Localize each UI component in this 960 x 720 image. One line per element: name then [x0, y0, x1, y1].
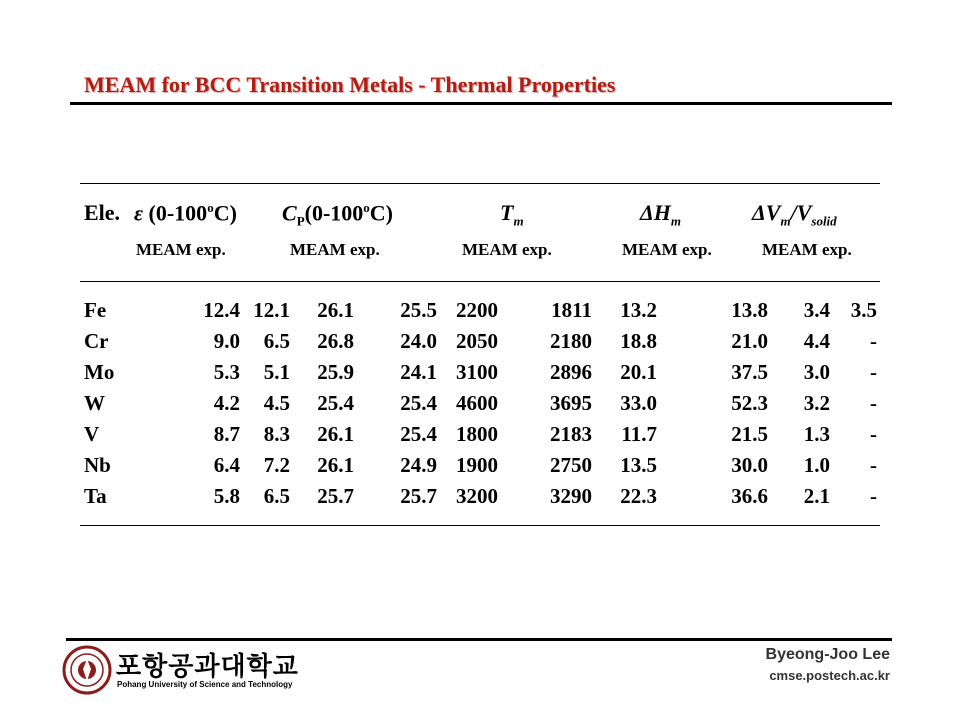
cell-vm-exp: -	[870, 484, 877, 508]
cell-cp-exp: 24.9	[400, 453, 437, 477]
cell-tm-meam: 1800	[456, 422, 498, 446]
cell-hm-exp: 37.5	[731, 360, 768, 384]
cell-element: Nb	[84, 453, 111, 477]
cell-vm-meam: 3.4	[803, 298, 830, 322]
cell-eps-meam: 12.4	[203, 298, 240, 322]
cell-eps-exp: 12.1	[253, 298, 290, 322]
cell-cp-meam: 26.8	[317, 329, 354, 353]
cell-eps-meam: 5.3	[213, 360, 240, 384]
cell-vm-exp: 3.5	[850, 298, 877, 322]
author-name: Byeong-Joo Lee	[765, 646, 890, 663]
cell-vm-exp: -	[870, 391, 877, 415]
cell-element: Ta	[84, 484, 107, 508]
cell-tm-meam: 2050	[456, 329, 498, 353]
subheader-tm: MEAM exp.	[462, 240, 552, 259]
cell-vm-meam: 1.3	[803, 422, 830, 446]
cell-tm-exp: 2750	[550, 453, 592, 477]
cell-element: W	[84, 391, 105, 415]
cell-eps-meam: 8.7	[213, 422, 240, 446]
university-name-english: Pohang University of Science and Technology	[117, 680, 293, 689]
cell-vm-meam: 3.0	[803, 360, 830, 384]
cell-vm-exp: -	[870, 360, 877, 384]
cell-vm-meam: 3.2	[803, 391, 830, 415]
cell-eps-meam: 4.2	[213, 391, 240, 415]
table-row	[80, 391, 880, 421]
cell-eps-exp: 6.5	[263, 329, 290, 353]
cell-cp-exp: 25.4	[400, 391, 437, 415]
cell-hm-exp: 13.8	[731, 298, 768, 322]
cell-vm-meam: 2.1	[803, 484, 830, 508]
cell-tm-meam: 4600	[456, 391, 498, 415]
header-vm: $\Delta V_m/V_{solid}$	[752, 200, 837, 229]
cell-cp-exp: 24.1	[400, 360, 437, 384]
cell-hm-exp: 30.0	[731, 453, 768, 477]
cell-element: V	[84, 422, 100, 446]
header-ele: Ele.	[84, 200, 121, 225]
header-cp: $C_P(0-100^oC)$	[282, 200, 394, 229]
cell-hm-exp: 52.3	[731, 391, 768, 415]
cell-tm-meam: 3100	[456, 360, 498, 384]
cell-eps-meam: 9.0	[213, 329, 240, 353]
website-url: cmse.postech.ac.kr	[769, 668, 890, 683]
table-row	[80, 360, 880, 390]
cell-element: Fe	[84, 298, 107, 322]
table-header-rule	[80, 281, 880, 282]
cell-hm-meam: 11.7	[621, 422, 657, 446]
cell-tm-meam: 1900	[456, 453, 498, 477]
cell-hm-meam: 18.8	[620, 329, 657, 353]
cell-vm-meam: 1.0	[803, 453, 830, 477]
cell-cp-exp: 24.0	[400, 329, 437, 353]
subheader-epsilon: MEAM exp.	[136, 240, 226, 259]
table-row	[80, 422, 880, 452]
cell-tm-exp: 2896	[550, 360, 592, 384]
cell-hm-exp: 36.6	[731, 484, 768, 508]
cell-cp-exp: 25.5	[400, 298, 437, 322]
cell-eps-exp: 4.5	[263, 391, 290, 415]
cell-eps-meam: 6.4	[213, 453, 240, 477]
header-tm: $T_m$	[500, 200, 524, 229]
table-row	[80, 453, 880, 483]
cell-hm-meam: 13.5	[620, 453, 657, 477]
cell-element: Cr	[84, 329, 109, 353]
table-row	[80, 484, 880, 514]
cell-cp-meam: 26.1	[317, 422, 354, 446]
slide-title: MEAM for BCC Transition Metals - Thermal Properties	[84, 72, 616, 97]
cell-cp-meam: 26.1	[317, 453, 354, 477]
cell-hm-meam: 33.0	[620, 391, 657, 415]
cell-cp-exp: 25.7	[400, 484, 437, 508]
cell-eps-exp: 5.1	[263, 360, 290, 384]
cell-eps-exp: 6.5	[263, 484, 290, 508]
cell-hm-exp: 21.0	[731, 329, 768, 353]
cell-vm-exp: -	[870, 329, 877, 353]
cell-hm-meam: 13.2	[620, 298, 657, 322]
cell-tm-meam: 2200	[456, 298, 498, 322]
cell-tm-exp: 1811	[551, 298, 592, 322]
header-hm: $\Delta H_m$	[640, 200, 682, 229]
cell-tm-exp: 3290	[550, 484, 592, 508]
cell-tm-exp: 2180	[550, 329, 592, 353]
cell-hm-meam: 20.1	[620, 360, 657, 384]
cell-hm-exp: 21.5	[731, 422, 768, 446]
subheader-hm: MEAM exp.	[622, 240, 712, 259]
cell-tm-exp: 2183	[550, 422, 592, 446]
cell-eps-exp: 7.2	[263, 453, 290, 477]
cell-cp-meam: 25.9	[317, 360, 354, 384]
cell-vm-exp: -	[870, 453, 877, 477]
table-bottom-rule	[80, 525, 880, 526]
cell-cp-meam: 25.4	[317, 391, 354, 415]
cell-tm-exp: 3695	[550, 391, 592, 415]
subheader-vm: MEAM exp.	[762, 240, 852, 259]
table-row	[80, 298, 880, 328]
university-name-korean: 포항공과대학교	[116, 652, 299, 682]
cell-tm-meam: 3200	[456, 484, 498, 508]
cell-cp-exp: 25.4	[400, 422, 437, 446]
title-underline	[70, 102, 892, 105]
table-top-rule	[80, 183, 880, 184]
cell-hm-meam: 22.3	[620, 484, 657, 508]
cell-eps-exp: 8.3	[263, 422, 290, 446]
cell-cp-meam: 25.7	[317, 484, 354, 508]
subheader-cp: MEAM exp.	[290, 240, 380, 259]
cell-eps-meam: 5.8	[213, 484, 240, 508]
cell-element: Mo	[84, 360, 115, 384]
cell-vm-meam: 4.4	[803, 329, 830, 353]
footer-rule	[66, 638, 892, 641]
cell-vm-exp: -	[870, 422, 877, 446]
table-row	[80, 329, 880, 359]
header-epsilon: ε (0-100$^o$C)	[134, 200, 237, 226]
cell-cp-meam: 26.1	[317, 298, 354, 322]
university-seal-icon	[62, 645, 112, 695]
